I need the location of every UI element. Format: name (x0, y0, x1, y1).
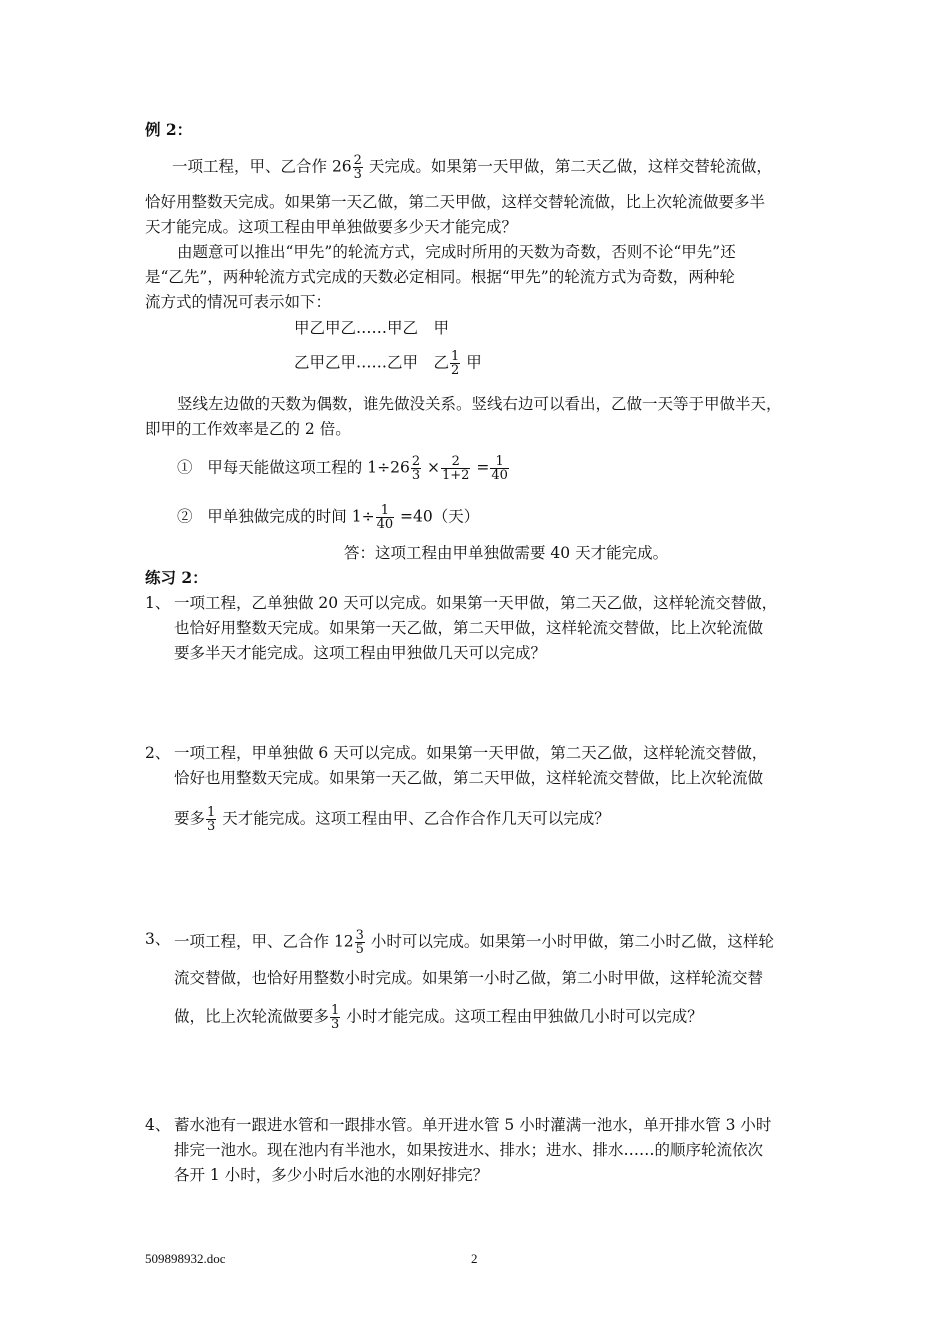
question-1-line-2: 也恰好用整数天完成。如果第一天乙做，第二天甲做，这样轮流交替做，比上次轮流做 (174, 619, 764, 637)
question-1-number: 1、 (145, 594, 171, 612)
fraction: $\frac{1}{40}$ (491, 454, 508, 483)
step-marker: ① (177, 458, 193, 477)
fraction: $\frac{1}{2}$ (451, 349, 460, 378)
solution-step-1: ① 甲每天能做这项工程的 1÷26 $\frac{2}{3}$ × $\frac{2}{1+2}$ = $\frac{1}{40}$ (177, 454, 508, 483)
fraction: $\frac{2}{3}$ (353, 153, 362, 182)
analysis-line-2: 是“乙先”，两种轮流方式完成的天数必定相同。根据“甲先”的轮流方式为奇数，两种轮 (145, 268, 735, 286)
question-4-line-1: 蓄水池有一跟进水管和一跟排水管。单开进水管 5 小时灌满一池水，单开排水管 3 小时 (174, 1116, 772, 1134)
question-3-number: 3、 (145, 930, 171, 948)
question-2-line-3: 要多 $\frac{1}{3}$ 天才能完成。这项工程由甲、乙合作合作几天可以完成？ (174, 805, 610, 834)
fraction: $\frac{3}{5}$ (355, 928, 364, 957)
practice-heading: 练习 2： (145, 568, 208, 587)
footer-filename: 509898932.doc (145, 1251, 226, 1266)
fraction: $\frac{1}{3}$ (207, 805, 216, 834)
question-4-line-3: 各开 1 小时，多少小时后水池的水刚好排完？ (174, 1166, 489, 1184)
question-2-line-1: 一项工程，甲单独做 6 天可以完成。如果第一天甲做，第二天乙做，这样轮流交替做， (174, 744, 768, 762)
question-3-line-1: 一项工程，甲、乙合作 12 $\frac{3}{5}$ 小时可以完成。如果第一小时甲做，第二小时乙做，这样轮 (174, 928, 774, 957)
fraction: $\frac{1}{40}$ (376, 503, 394, 532)
fraction: $\frac{1}{3}$ (331, 1003, 340, 1032)
analysis-line-1: 由题意可以推出“甲先”的轮流方式，完成时所用的天数为奇数，否则不论“甲先”还 (177, 243, 736, 261)
example-heading: 例 2： (145, 120, 193, 139)
example-problem-line-1: 一项工程，甲、乙合作 26 $\frac{2}{3}$ 天完成。如果第一天甲做，第二天乙做，这样交替轮流做， (172, 153, 772, 182)
fraction: $\frac{2}{3}$ (411, 454, 421, 483)
solution-step-2: ② 甲单独做完成的时间 1÷ $\frac{1}{40}$ =40（天） (177, 503, 480, 532)
question-3-line-2: 流交替做，也恰好用整数小时完成。如果第一小时乙做，第二小时甲做，这样轮流交替 (174, 969, 764, 987)
example-problem-line-2: 恰好用整数天完成。如果第一天乙做，第二天甲做，这样交替轮流做，比上次轮流做要多半 (145, 193, 766, 211)
explain-line-1: 竖线左边做的天数为偶数，谁先做没关系。竖线右边可以看出，乙做一天等于甲做半天， (177, 395, 782, 413)
analysis-line-3: 流方式的情况可表示如下： (145, 293, 332, 311)
question-3-line-3: 做，比上次轮流做要多 $\frac{1}{3}$ 小时才能完成。这项工程由甲独做几小时可以完成？ (174, 1003, 703, 1032)
step-marker: ② (177, 507, 193, 526)
example-problem-line-3: 天才能完成。这项工程由甲单独做要多少天才能完成？ (145, 218, 518, 236)
question-4-number: 4、 (145, 1116, 171, 1134)
fraction: $\frac{2}{1+2}$ (442, 454, 470, 483)
sequence-jia-first: 甲乙甲乙……甲乙 甲 (294, 319, 450, 337)
footer-page-number: 2 (471, 1251, 478, 1266)
question-1-line-1: 一项工程，乙单独做 20 天可以完成。如果第一天甲做，第二天乙做，这样轮流交替做， (174, 594, 778, 612)
explain-line-2: 即甲的工作效率是乙的 2 倍。 (145, 420, 351, 438)
question-2-line-2: 恰好也用整数天完成。如果第一天乙做，第二天甲做，这样轮流交替做，比上次轮流做 (174, 769, 764, 787)
sequence-yi-first: 乙甲乙甲……乙甲 乙 $\frac{1}{2}$ 甲 (294, 349, 482, 378)
question-2-number: 2、 (145, 744, 171, 762)
question-1-line-3: 要多半天才能完成。这项工程由甲独做几天可以完成？ (174, 644, 547, 662)
question-4-line-2: 排完一池水。现在池内有半池水，如果按进水、排水；进水、排水……的顺序轮流依次 (174, 1141, 764, 1159)
answer: 答：这项工程由甲单独做需要 40 天才能完成。 (344, 544, 669, 562)
